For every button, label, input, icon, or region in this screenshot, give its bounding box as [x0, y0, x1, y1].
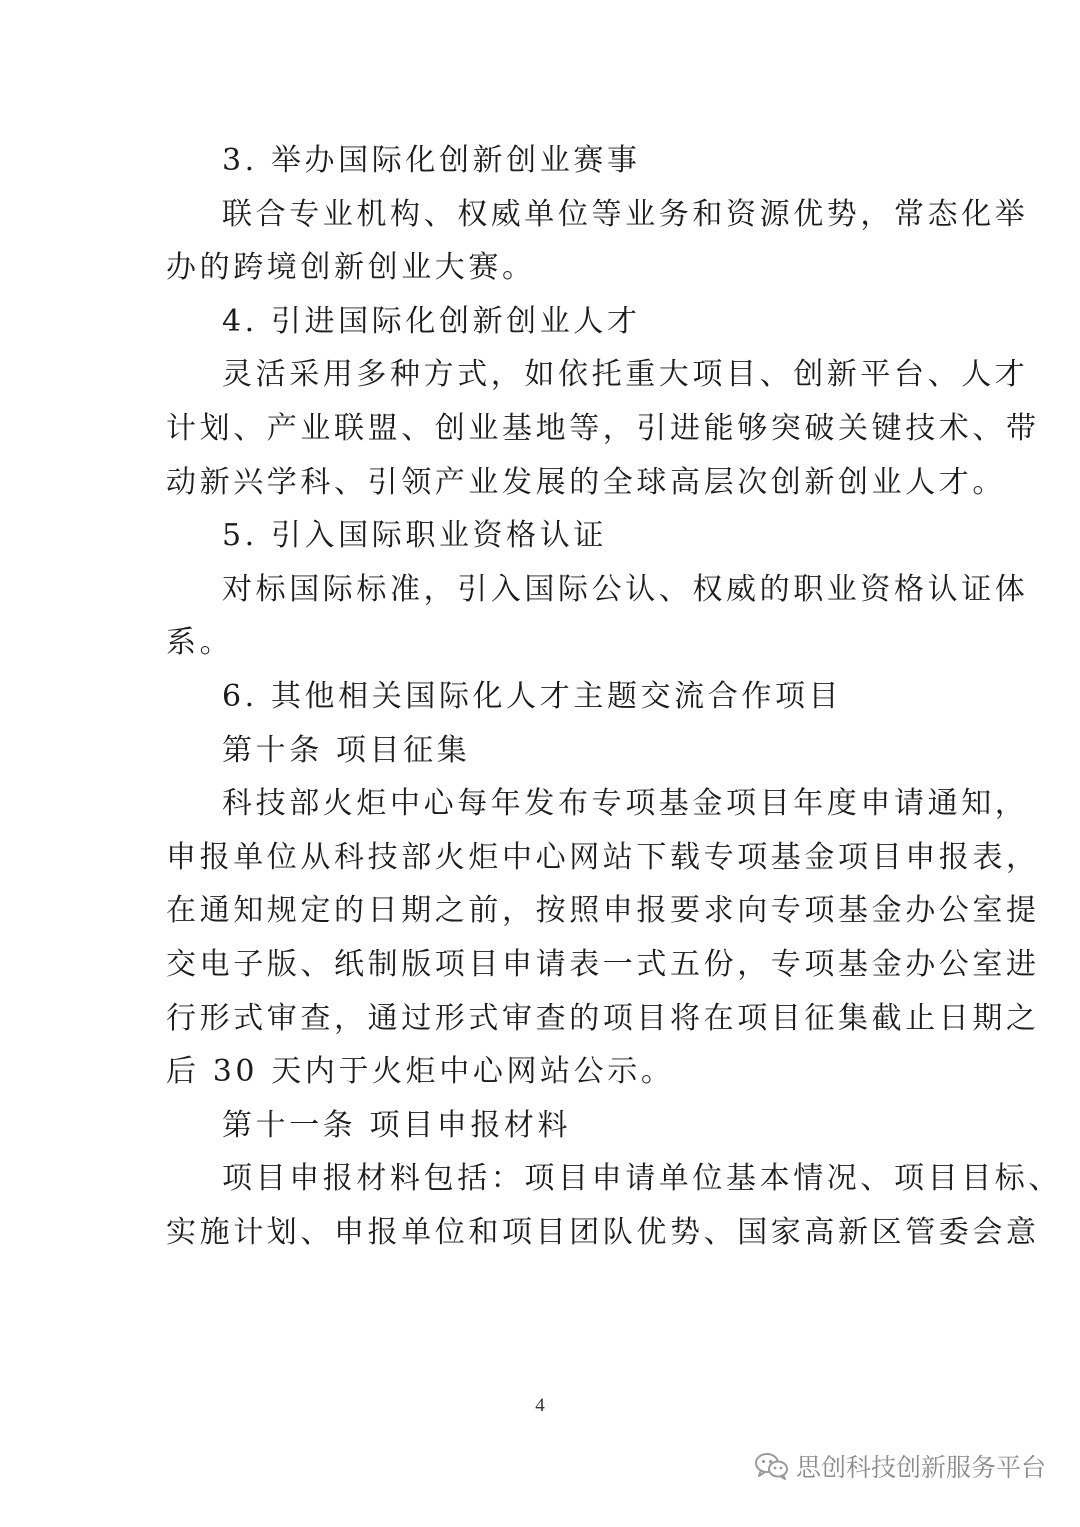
page-number: 4 [535, 1395, 545, 1416]
text-line: 计划、产业联盟、创业基地等，引进能够突破关键技术、带 [166, 411, 1040, 446]
text-line: 4. 引进国际化创新创业人才 [222, 303, 641, 339]
text-line: 动新兴学科、引领产业发展的全球高层次创新创业人才。 [166, 464, 1006, 500]
text-line: 6. 其他相关国际化人才主题交流合作项目 [222, 679, 843, 714]
text-line: 实施计划、申报单位和项目团队优势、国家高新区管委会意 [166, 1215, 1040, 1250]
watermark-text: 思创科技创新服务平台 [795, 1453, 1046, 1482]
text-line: 后 30 天内于火炬中心网站公示。 [166, 1054, 675, 1090]
watermark [754, 1448, 1046, 1484]
text-line: 5. 引入国际职业资格认证 [222, 518, 607, 554]
text-line: 3. 举办国际化创新创业赛事 [222, 143, 641, 178]
text-line: 申报单位从科技部火炬中心网站下载专项基金项目申报表， [166, 839, 1040, 875]
text-line: 科技部火炬中心每年发布专项基金项目年度申请通知， [222, 786, 1029, 822]
text-line: 在通知规定的日期之前，按照申报要求向专项基金办公室提 [166, 893, 1040, 929]
text-line: 系。 [166, 625, 234, 661]
wechat-icon [754, 1451, 790, 1481]
text-line: 项目申报材料包括：项目申请单位基本情况、项目目标、 [222, 1161, 1062, 1197]
text-line: 第十一条 项目申报材料 [222, 1107, 572, 1143]
text-line: 办的跨境创新创业大赛。 [166, 250, 536, 286]
text-line: 对标国际标准，引入国际公认、权威的职业资格认证体 [222, 571, 1029, 607]
text-line: 灵活采用多种方式，如依托重大项目、创新平台、人才 [222, 357, 1029, 393]
text-line: 行形式审查，通过形式审查的项目将在项目征集截止日期之 [166, 1000, 1040, 1036]
text-line: 交电子版、纸制版项目申请表一式五份，专项基金办公室进 [166, 947, 1040, 982]
text-line: 第十条 项目征集 [222, 732, 471, 768]
text-line: 联合专业机构、权威单位等业务和资源优势，常态化举 [222, 196, 1029, 232]
